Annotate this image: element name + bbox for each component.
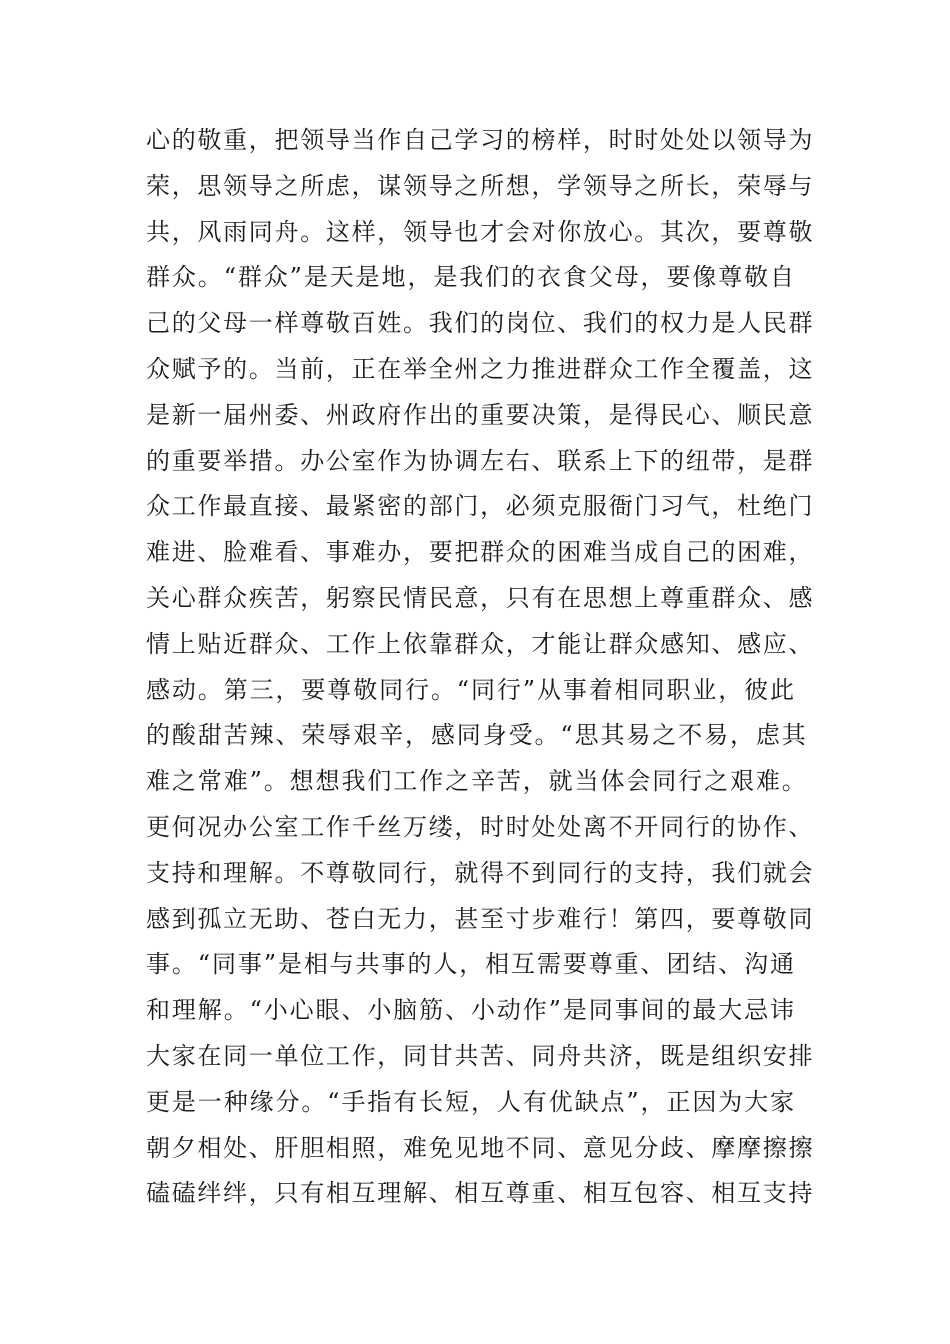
text-line: 情上贴近群众、工作上依靠群众，才能让群众感知、感应、 [146,629,815,658]
text-line: 大家在同一单位工作，同甘共苦、同舟共济，既是组织安排 [146,1041,815,1070]
text-line: 朝夕相处、肝胆相照，难免见地不同、意见分歧、摩摩擦擦 [146,1133,815,1162]
text-line: 感到孤立无助、苍白无力，甚至寸步难行！第四，要尊敬同 [146,904,815,933]
text-line: 感动。第三，要尊敬同行。“同行”从事着相同职业，彼此 [146,675,796,704]
body-text [146,118,816,1217]
text-line: 的重要举措。办公室作为协调左右、联系上下的纽带，是群 [146,446,815,475]
text-line: 更是一种缘分。“手指有长短，人有优缺点”，正因为大家 [146,1087,796,1116]
text-line: 和理解。“小心眼、小脑筋、小动作”是同事间的最大忌讳 [146,996,796,1025]
text-line: 难之常难”。想想我们工作之辛苦，就当体会同行之艰难。 [146,767,808,796]
text-line: 众赋予的。当前，正在举全州之力推进群众工作全覆盖，这 [146,354,815,383]
text-line: 共，风雨同舟。这样，领导也才会对你放心。其次，要尊敬 [146,217,815,246]
text-line: 关心群众疾苦，躬察民情民意，只有在思想上尊重群众、感 [146,583,815,612]
text-line: 支持和理解。不尊敬同行，就得不到同行的支持，我们就会 [146,858,815,887]
text-line: 众工作最直接、最紧密的部门，必须克服衙门习气，杜绝门 [146,492,815,521]
text-line: 己的父母一样尊敬百姓。我们的岗位、我们的权力是人民群 [146,309,815,338]
text-line: 心的敬重，把领导当作自己学习的榜样，时时处处以领导为 [146,126,815,154]
text-line: 的酸甜苦辣、荣辱艰辛，感同身受。“思其易之不易，虑其 [146,721,808,750]
text-line: 群众。“群众”是天是地，是我们的衣食父母，要像尊敬自 [146,263,796,292]
text-line: 难进、脸难看、事难办，要把群众的困难当成自己的困难， [146,538,815,567]
text-line: 荣，思领导之所虑，谋领导之所想，学领导之所长，荣辱与 [146,171,815,200]
text-line: 更何况办公室工作千丝万缕，时时处处离不开同行的协作、 [146,812,815,841]
text-line: 磕磕绊绊，只有相互理解、相互尊重、相互包容、相互支持 [146,1179,815,1208]
text-line: 事。“同事”是相与共事的人，相互需要尊重、团结、沟通 [146,950,796,979]
text-line: 是新一届州委、州政府作出的重要决策，是得民心、顺民意 [146,400,815,429]
